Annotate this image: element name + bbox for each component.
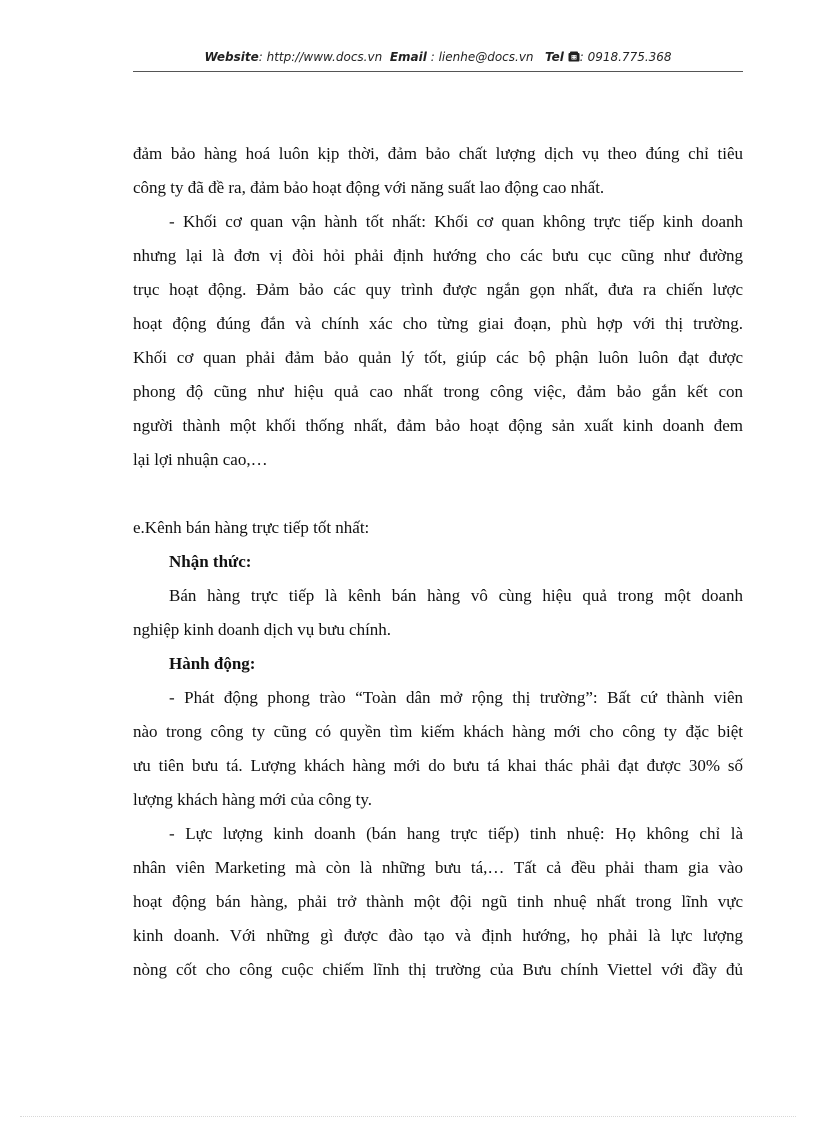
body-line: lại lợi nhuận cao,… — [133, 450, 268, 469]
body-line: - Lực lượng kinh doanh (bán hang trực tiếp) tinh nhuệ: Họ không chỉ là — [169, 824, 743, 843]
body-line: nghiệp kinh doanh dịch vụ bưu chính. — [133, 620, 392, 639]
body-line: nhưng lại là đơn vị đòi hỏi phải định hướng cho các bưu cục cũng như đường — [133, 246, 743, 265]
subheading-awareness: Nhận thức: — [169, 552, 252, 571]
footer-divider — [20, 1116, 796, 1117]
body-line: nòng cốt cho công cuộc chiếm lĩnh thị trường của Bưu chính Viettel với đầy đủ — [133, 960, 743, 979]
website-value: : http://www.docs.vn — [258, 50, 383, 64]
body-line: đảm bảo hàng hoá luôn kịp thời, đảm bảo chất lượng dịch vụ theo đúng chỉ tiêu — [133, 144, 743, 163]
email-label: Email — [389, 50, 427, 64]
body-line: lượng khách hàng mới của công ty. — [133, 790, 373, 809]
body-line: Khối cơ quan phải đảm bảo quản lý tốt, giúp các bộ phận luôn luôn đạt được — [133, 348, 743, 367]
tel-value: : 0918.775.368 — [579, 50, 672, 64]
tel-label: Tel — [545, 50, 564, 64]
phone-icon — [568, 51, 580, 62]
body-line: trục hoạt động. Đảm bảo các quy trình được ngắn gọn nhất, đưa ra chiến lược — [133, 280, 743, 299]
body-line: kinh doanh. Với những gì được đào tạo và định hướng, họ phải là lực lượng — [133, 926, 743, 945]
email-value: : lienhe@docs.vn — [426, 50, 534, 64]
subheading-action: Hành động: — [169, 654, 256, 673]
body-line: hoạt động đúng đắn và chính xác cho từng giai đoạn, phù hợp với thị trường. — [133, 314, 743, 333]
body-line: nhân viên Marketing mà còn là những bưu tá,… Tất cả đều phải tham gia vào — [133, 858, 743, 877]
body-line: công ty đã đề ra, đảm bảo hoạt động với năng suất lao động cao nhất. — [133, 178, 605, 197]
body-line: hoạt động bán hàng, phải trở thành một đội ngũ tinh nhuệ nhất trong lĩnh vực — [133, 892, 743, 911]
header-divider — [133, 71, 743, 72]
body-line: người thành một khối thống nhất, đảm bảo hoạt động sản xuất kinh doanh đem — [133, 416, 743, 435]
body-line: Bán hàng trực tiếp là kênh bán hàng vô cùng hiệu quả trong một doanh — [169, 586, 743, 605]
body-line: phong độ cũng như hiệu quả cao nhất trong công việc, đảm bảo gắn kết con — [133, 382, 743, 401]
body-line: - Phát động phong trào “Toàn dân mở rộng thị trường”: Bất cứ thành viên — [169, 688, 743, 707]
body-line: - Khối cơ quan vận hành tốt nhất: Khối cơ quan không trực tiếp kinh doanh — [169, 212, 743, 231]
page-header — [133, 50, 743, 64]
section-heading: e.Kênh bán hàng trực tiếp tốt nhất: — [133, 518, 370, 537]
body-line: nào trong công ty cũng có quyền tìm kiếm khách hàng mới cho công ty đặc biệt — [133, 722, 743, 741]
website-label: Website — [204, 50, 259, 64]
body-line: ưu tiên bưu tá. Lượng khách hàng mới do bưu tá khai thác phải đạt được 30% số — [133, 756, 743, 775]
